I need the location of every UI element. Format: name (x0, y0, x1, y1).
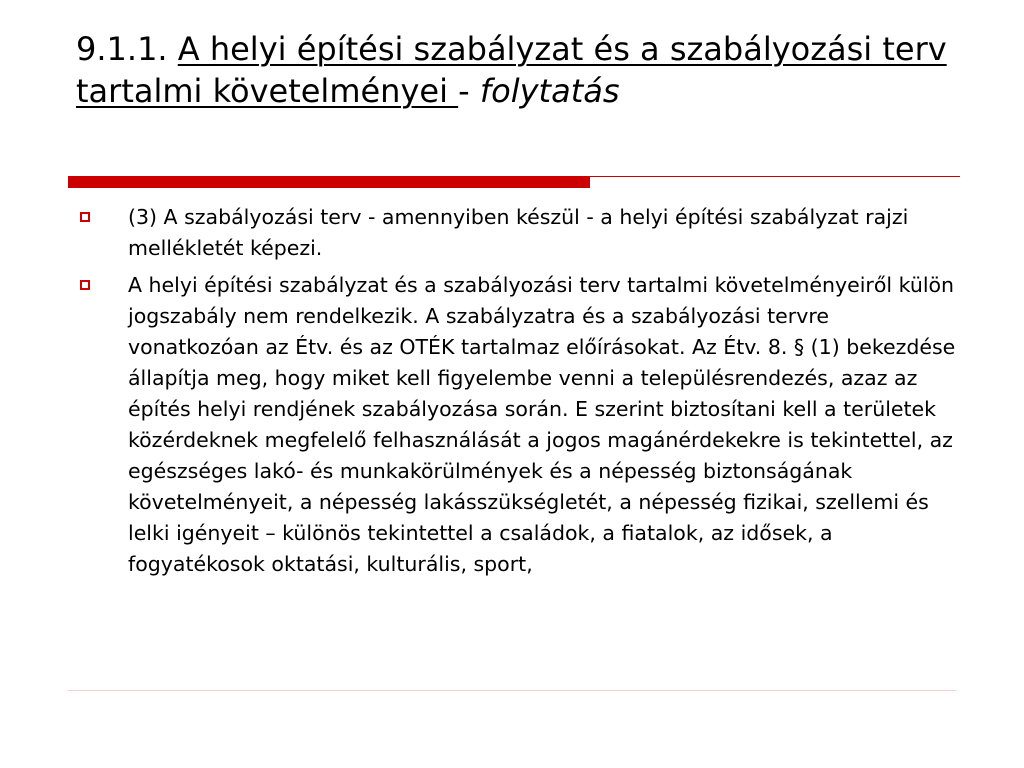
bullet-text: (3) A szabályozási terv - amennyiben készül - a helyi építési szabályzat rajzi mellékletét képezi. (128, 205, 909, 260)
title-number: 9.1.1. (76, 30, 178, 68)
list-item (78, 202, 958, 264)
title-dash: - (458, 72, 480, 110)
hollow-square-bullet-icon (80, 212, 90, 222)
bullet-list (78, 202, 958, 586)
slide-title (76, 28, 976, 112)
list-item (78, 270, 958, 580)
title-italic-suffix: folytatás (479, 72, 620, 110)
bullet-text: A helyi építési szabályzat és a szabályozási terv tartalmi követelményeiről külön jogszabály nem rendelkezik. A szabályzatra és a szabályozási tervre vonatkozóan az Étv. és az OTÉK tartalmaz előírásokat. Az Étv. 8. § (1) bekezdése állapítja meg, hogy miket kell figyelembe venni a településrendezés, azaz az építés helyi rendjének szabályozása során. E szerint biztosítani kell a területek közérdeknek megfelelő felhasználását a jogos magánérdekekre is tekintettel, az egészséges lakó- és munkakörülmények és a népesség biztonságának követelményeit, a népesség lakásszükségletét, a népesség fizikai, szellemi és lelki igényeit – különös tekintettel a családok, a fiatalok, az idősek, a fogyatékosok oktatási, kulturális, sport, (128, 273, 956, 576)
title-accent-bar (68, 176, 590, 188)
hollow-square-bullet-icon (80, 280, 90, 290)
title-underlined-text: A helyi építési szabályzat és a szabályozási terv tartalmi követelményei (76, 30, 947, 110)
title-divider-line (590, 176, 960, 177)
footer-divider-line (68, 690, 956, 691)
